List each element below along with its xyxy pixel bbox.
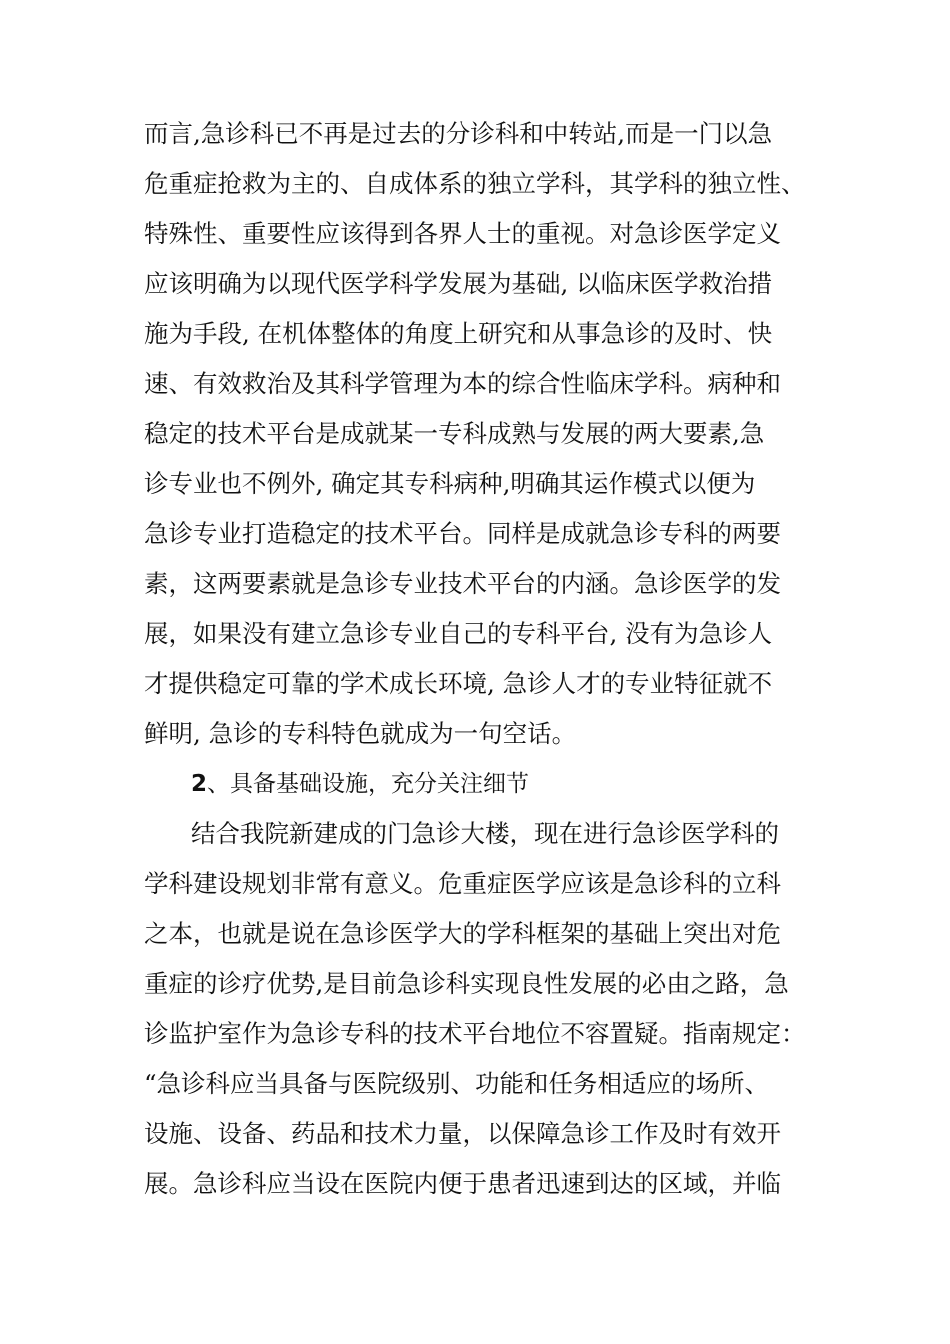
paragraph-2-line-5: 诊监护室作为急诊专科的技术平台地位不容置疑。指南规定： (144, 1019, 806, 1048)
section-2-title: 、具备基础设施，充分关注细节 (207, 771, 530, 797)
paragraph-2-line-4: 重症的诊疗优势,是目前急诊科实现良性发展的必由之路，急 (144, 969, 789, 998)
paragraph-1-line-11: 展，如果没有建立急诊专业自己的专科平台, 没有为急诊人 (144, 619, 773, 648)
section-2-number: 2 (191, 771, 208, 797)
paragraph-1-line-13: 鲜明, 急诊的专科特色就成为一句空话。 (144, 719, 577, 748)
paragraph-1-line-9: 急诊专业打造稳定的技术平台。同样是成就急诊专科的两要 (144, 519, 781, 548)
paragraph-1-line-10: 素，这两要素就是急诊专业技术平台的内涵。急诊医学的发 (144, 569, 781, 598)
paragraph-2-line-1: 结合我院新建成的门急诊大楼，现在进行急诊医学科的 (191, 819, 779, 848)
paragraph-1-line-3: 特殊性、重要性应该得到各界人士的重视。对急诊医学定义 (144, 219, 781, 248)
paragraph-2-line-7: 设施、设备、药品和技术力量，以保障急诊工作及时有效开 (144, 1119, 781, 1148)
paragraph-2-line-8: 展。急诊科应当设在医院内便于患者迅速到达的区域，并临 (144, 1169, 781, 1198)
paragraph-2-line-6: “急诊科应当具备与医院级别、功能和任务相适应的场所、 (144, 1069, 770, 1098)
paragraph-1-line-1: 而言,急诊科已不再是过去的分诊科和中转站,而是一门以急 (144, 119, 773, 148)
paragraph-1-line-4: 应该明确为以现代医学科学发展为基础, 以临床医学救治措 (144, 269, 773, 298)
paragraph-1-line-7: 稳定的技术平台是成就某一专科成熟与发展的两大要素,急 (144, 419, 765, 448)
section-2-heading (191, 764, 811, 804)
paragraph-1-line-12: 才提供稳定可靠的学术成长环境, 急诊人才的专业特征就不 (144, 669, 773, 698)
paragraph-2-line-3: 之本，也就是说在急诊医学大的学科框架的基础上突出对危 (144, 919, 781, 948)
paragraph-1-line-2: 危重症抢救为主的、自成体系的独立学科，其学科的独立性、 (144, 169, 806, 198)
paragraph-1-line-8: 诊专业也不例外, 确定其专科病种,明确其运作模式以便为 (144, 469, 756, 498)
paragraph-1-line-5: 施为手段, 在机体整体的角度上研究和从事急诊的及时、快 (144, 319, 773, 348)
paragraph-1-line-6: 速、有效救治及其科学管理为本的综合性临床学科。病种和 (144, 369, 781, 398)
paragraph-2-line-2: 学科建设规划非常有意义。危重症医学应该是急诊科的立科 (144, 869, 781, 898)
